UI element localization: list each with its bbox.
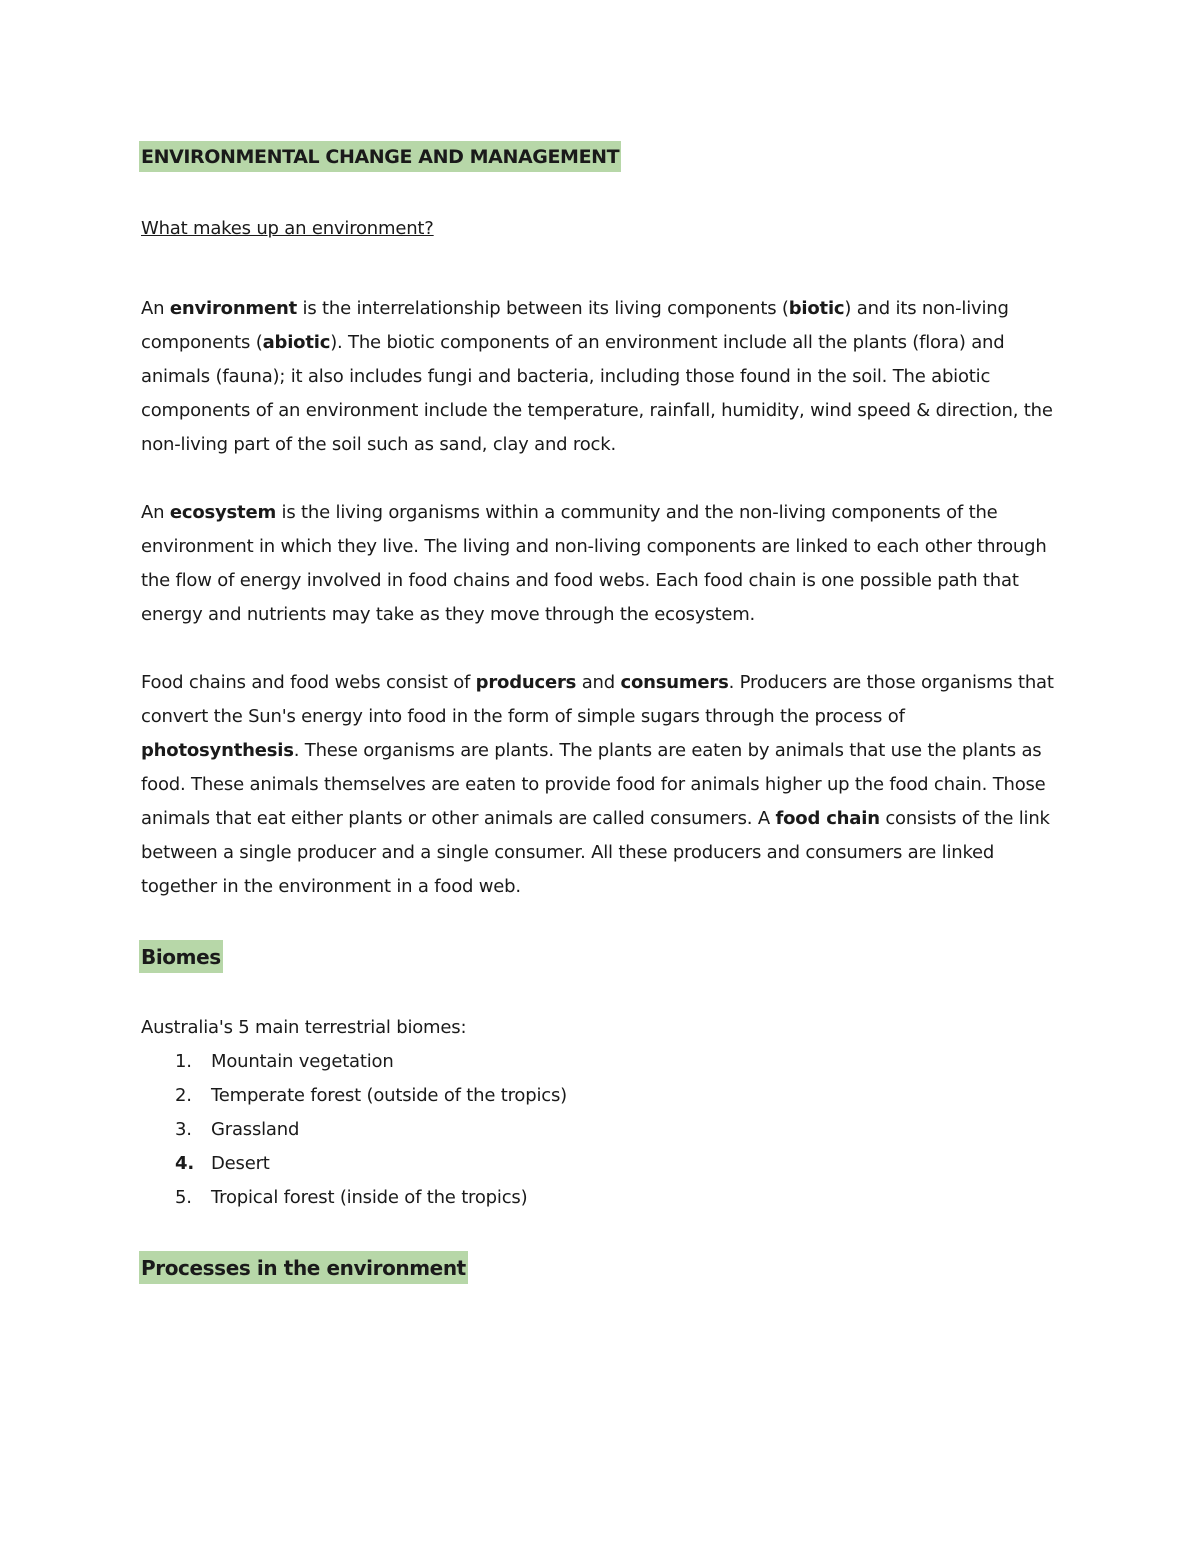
text-run: An [141, 298, 170, 319]
text-run: and [576, 672, 621, 693]
document-title [141, 141, 1066, 175]
list-item-text: Temperate forest (outside of the tropics) [211, 1085, 567, 1106]
biomes-list [141, 1045, 1066, 1215]
text-run: is the living organisms within a community and the non-living components of the environment in which they live. The living and non-living components are linked to each other through the flow of energy involved in food chains and food webs. Each food chain is one possible path that energy and nutrients may take as they move through the ecosystem. [141, 502, 1047, 625]
term-biotic: biotic [788, 298, 845, 319]
list-number: 2. [175, 1085, 192, 1106]
heading-highlight: Processes in the environment [139, 1251, 468, 1284]
text-run: . These organisms are plants. The plants are eaten by animals that use the plants as food. These animals themselves are eaten to provide food for animals higher up the food chain. Those animals that eat either plants or other animals are called consumers. A [141, 740, 1046, 829]
term-producers: producers [475, 672, 577, 693]
term-environment: environment [169, 298, 298, 319]
document-page [141, 141, 1066, 1284]
list-item [141, 1113, 1066, 1147]
list-item [141, 1147, 1066, 1181]
list-item-text: Mountain vegetation [211, 1051, 394, 1072]
paragraph-food-chains [141, 666, 1066, 904]
section-subtitle: What makes up an environment? [141, 218, 434, 239]
list-item [141, 1079, 1066, 1113]
list-item-text: Grassland [211, 1119, 300, 1140]
term-abiotic: abiotic [262, 332, 331, 353]
term-consumers: consumers [620, 672, 729, 693]
term-photosynthesis: photosynthesis [141, 740, 294, 761]
text-run: ) and its non-living components ( [141, 298, 1009, 353]
text-run: consists of the link between a single producer and a single consumer. All these producers and consumers are linked together in the environment in a food web. [141, 808, 1050, 897]
list-item-text: Desert [211, 1153, 270, 1174]
paragraph-ecosystem [141, 496, 1066, 632]
text-run: An [141, 502, 170, 523]
list-number: 1. [175, 1051, 192, 1072]
title-highlight: ENVIRONMENTAL CHANGE AND MANAGEMENT [139, 141, 621, 172]
biomes-intro: Australia's 5 main terrestrial biomes: [141, 1017, 467, 1038]
list-item-text: Tropical forest (inside of the tropics) [211, 1187, 528, 1208]
heading-processes [141, 1251, 1066, 1284]
list-item [141, 1045, 1066, 1079]
heading-highlight: Biomes [139, 940, 223, 973]
text-run: Food chains and food webs consist of [141, 672, 476, 693]
term-ecosystem: ecosystem [169, 502, 277, 523]
list-number: 5. [175, 1187, 192, 1208]
list-number: 4. [175, 1153, 194, 1174]
paragraph-environment [141, 292, 1066, 462]
heading-biomes [141, 940, 1066, 973]
term-food-chain: food chain [775, 808, 880, 829]
text-run: . Producers are those organisms that convert the Sun's energy into food in the form of simple sugars through the process of [141, 672, 1054, 727]
list-number: 3. [175, 1119, 192, 1140]
text-run: ). The biotic components of an environment include all the plants (flora) and animals (fauna); it also includes fungi and bacteria, including those found in the soil. The abiotic components of an environment include the temperature, rainfall, humidity, wind speed & direction, the non-living part of the soil such as sand, clay and rock. [141, 332, 1053, 455]
text-run: is the interrelationship between its living components ( [297, 298, 789, 319]
list-item [141, 1181, 1066, 1215]
